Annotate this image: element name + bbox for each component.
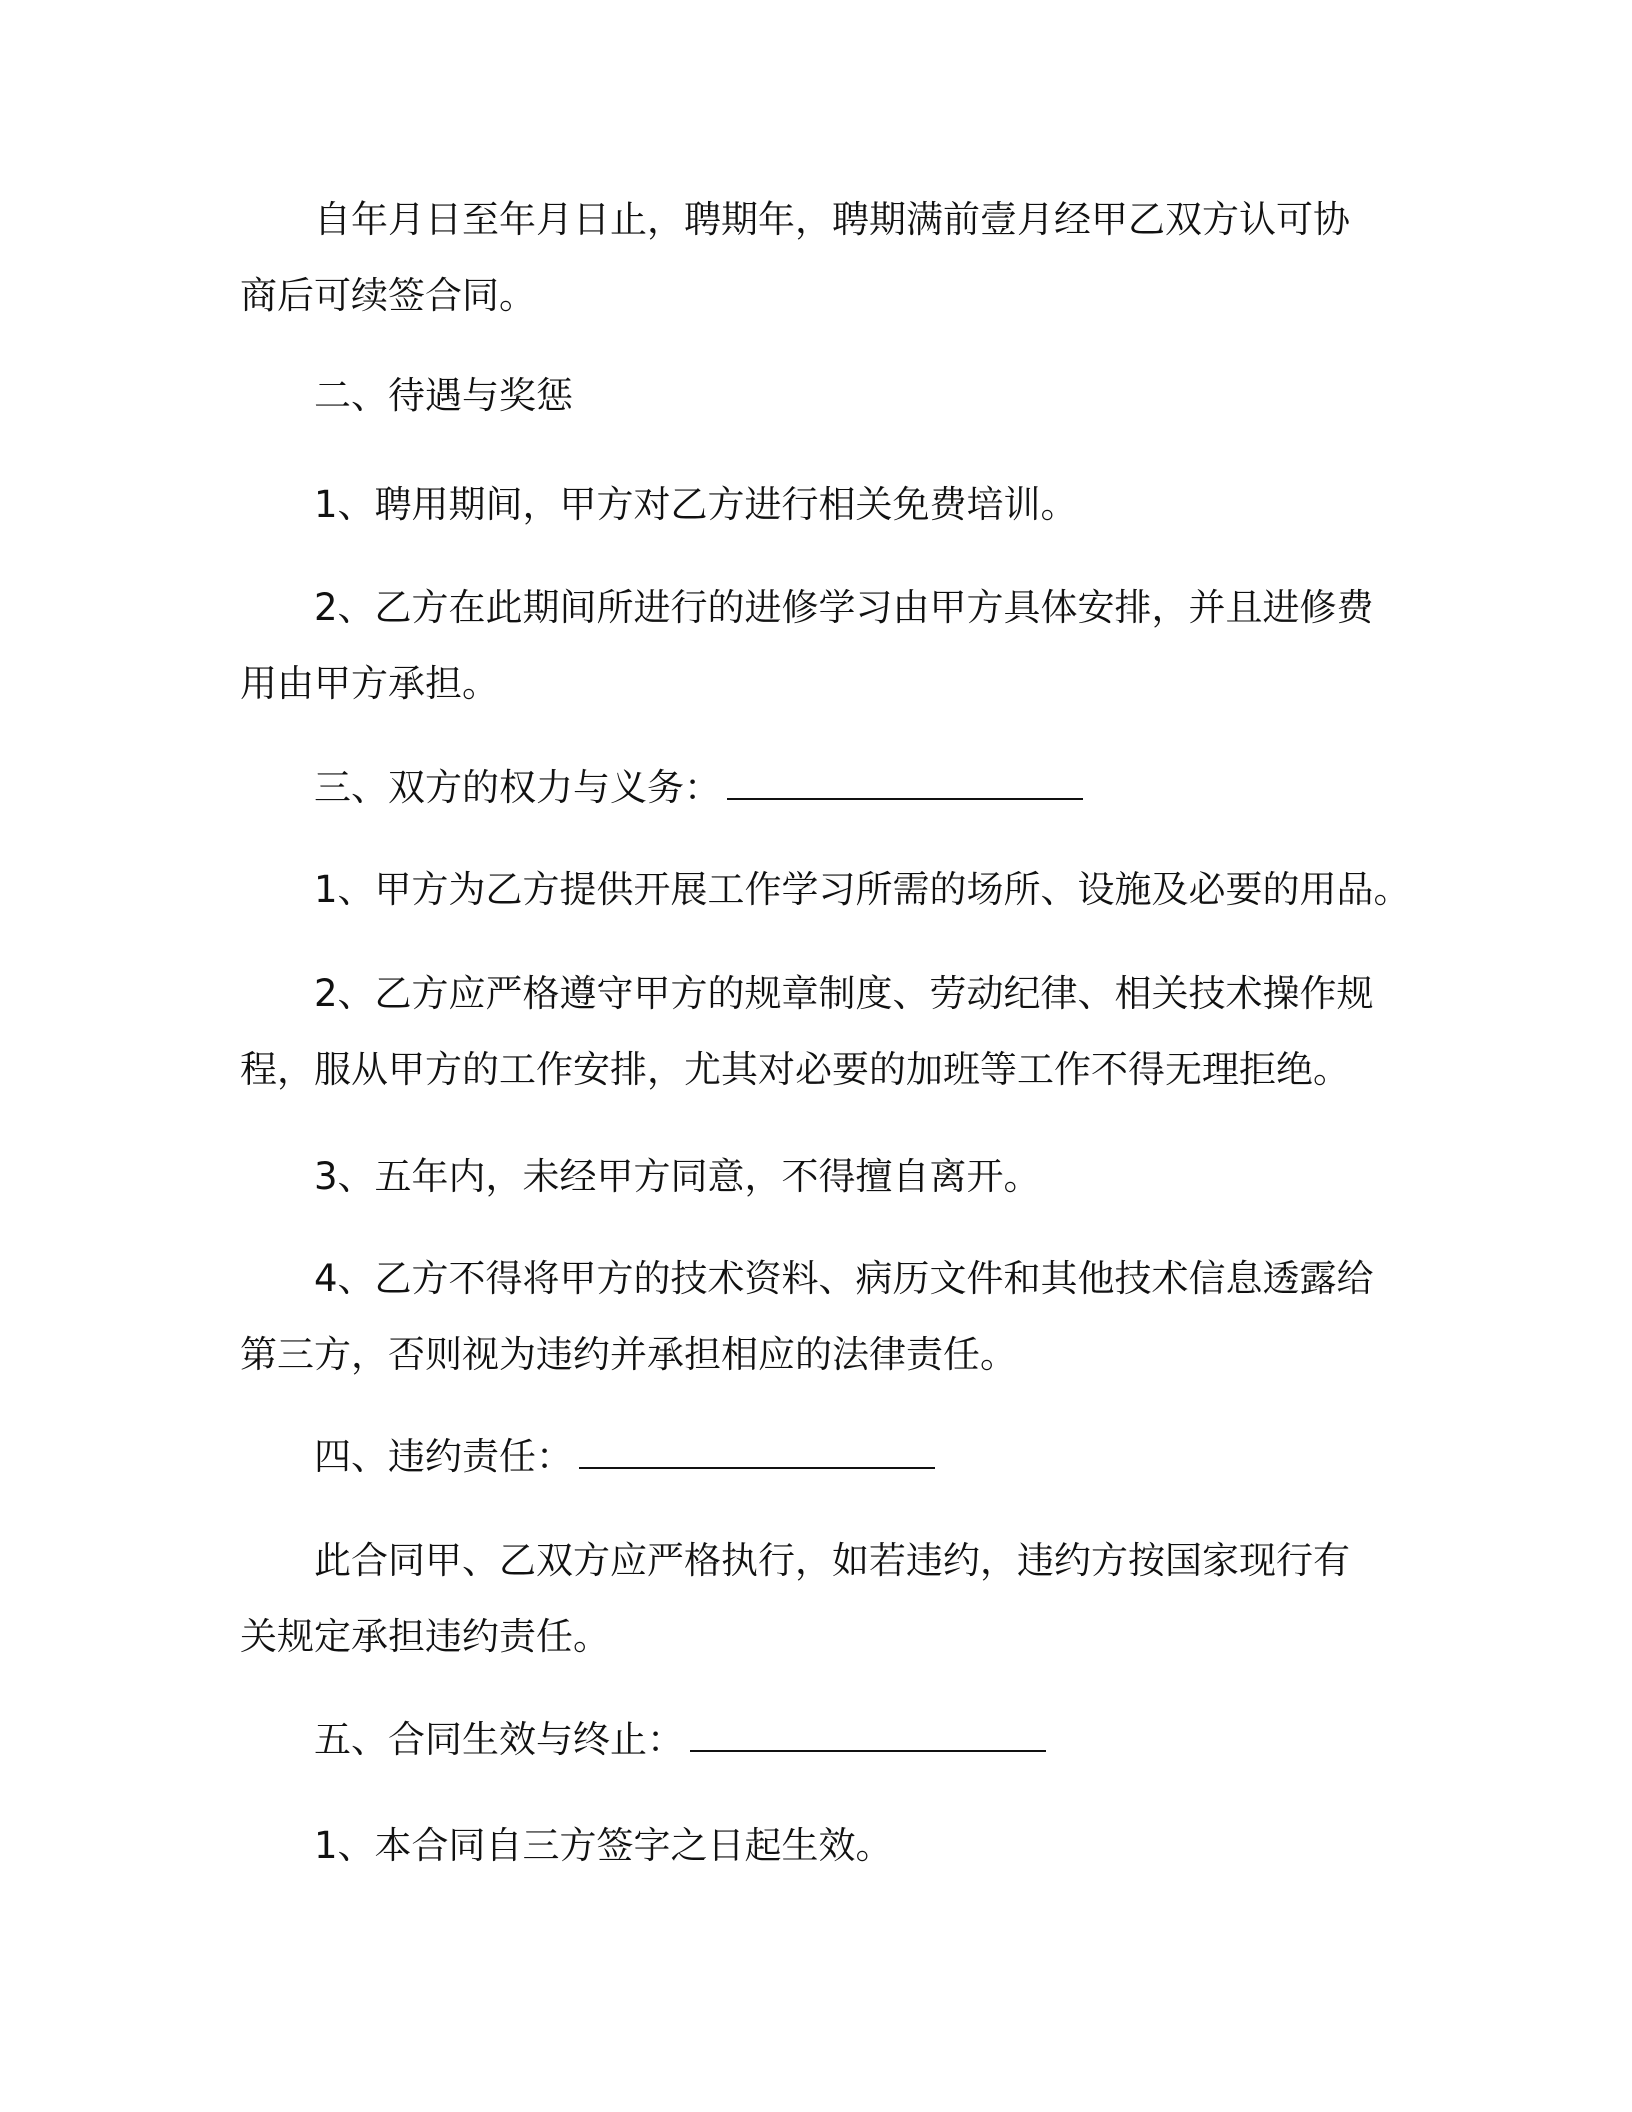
s2-item2-line-1: 2、乙方在此期间所进行的进修学习由甲方具体安排，并且进修费 bbox=[314, 586, 1374, 629]
section-3-heading-row bbox=[314, 764, 1083, 812]
term-line-1: 自年月日至年月日止，聘期年，聘期满前壹月经甲乙双方认可协 bbox=[314, 198, 1350, 241]
s5-item1-line: 1、本合同自三方签字之日起生效。 bbox=[314, 1824, 893, 1867]
section-4-fill-blank bbox=[579, 1437, 935, 1469]
s3-item2-line-1: 2、乙方应严格遵守甲方的规章制度、劳动纪律、相关技术操作规 bbox=[314, 972, 1374, 1015]
section-3-fill-blank bbox=[727, 768, 1083, 800]
section-5-fill-blank bbox=[690, 1720, 1046, 1752]
s4-text-line-2: 关规定承担违约责任。 bbox=[240, 1615, 610, 1658]
section-4-heading-row bbox=[314, 1433, 935, 1481]
s3-item1-line: 1、甲方为乙方提供开展工作学习所需的场所、设施及必要的用品。 bbox=[314, 868, 1411, 911]
section-2-heading: 二、待遇与奖惩 bbox=[314, 374, 573, 417]
s3-item3-line: 3、五年内，未经甲方同意，不得擅自离开。 bbox=[314, 1155, 1041, 1198]
section-5-heading: 五、合同生效与终止： bbox=[314, 1718, 684, 1761]
s3-item4-line-1: 4、乙方不得将甲方的技术资料、病历文件和其他技术信息透露给 bbox=[314, 1257, 1374, 1300]
s2-item2-line-2: 用由甲方承担。 bbox=[240, 662, 499, 705]
s4-text-line-1: 此合同甲、乙双方应严格执行，如若违约，违约方按国家现行有 bbox=[314, 1539, 1350, 1582]
s2-item1-line: 1、聘用期间，甲方对乙方进行相关免费培训。 bbox=[314, 483, 1078, 526]
section-4-heading: 四、违约责任： bbox=[314, 1435, 573, 1478]
term-line-2: 商后可续签合同。 bbox=[240, 274, 536, 317]
section-5-heading-row bbox=[314, 1716, 1046, 1764]
s3-item4-line-2: 第三方，否则视为违约并承担相应的法律责任。 bbox=[240, 1333, 1017, 1376]
section-3-heading: 三、双方的权力与义务： bbox=[314, 766, 721, 809]
s3-item2-line-2: 程，服从甲方的工作安排，尤其对必要的加班等工作不得无理拒绝。 bbox=[240, 1048, 1350, 1091]
